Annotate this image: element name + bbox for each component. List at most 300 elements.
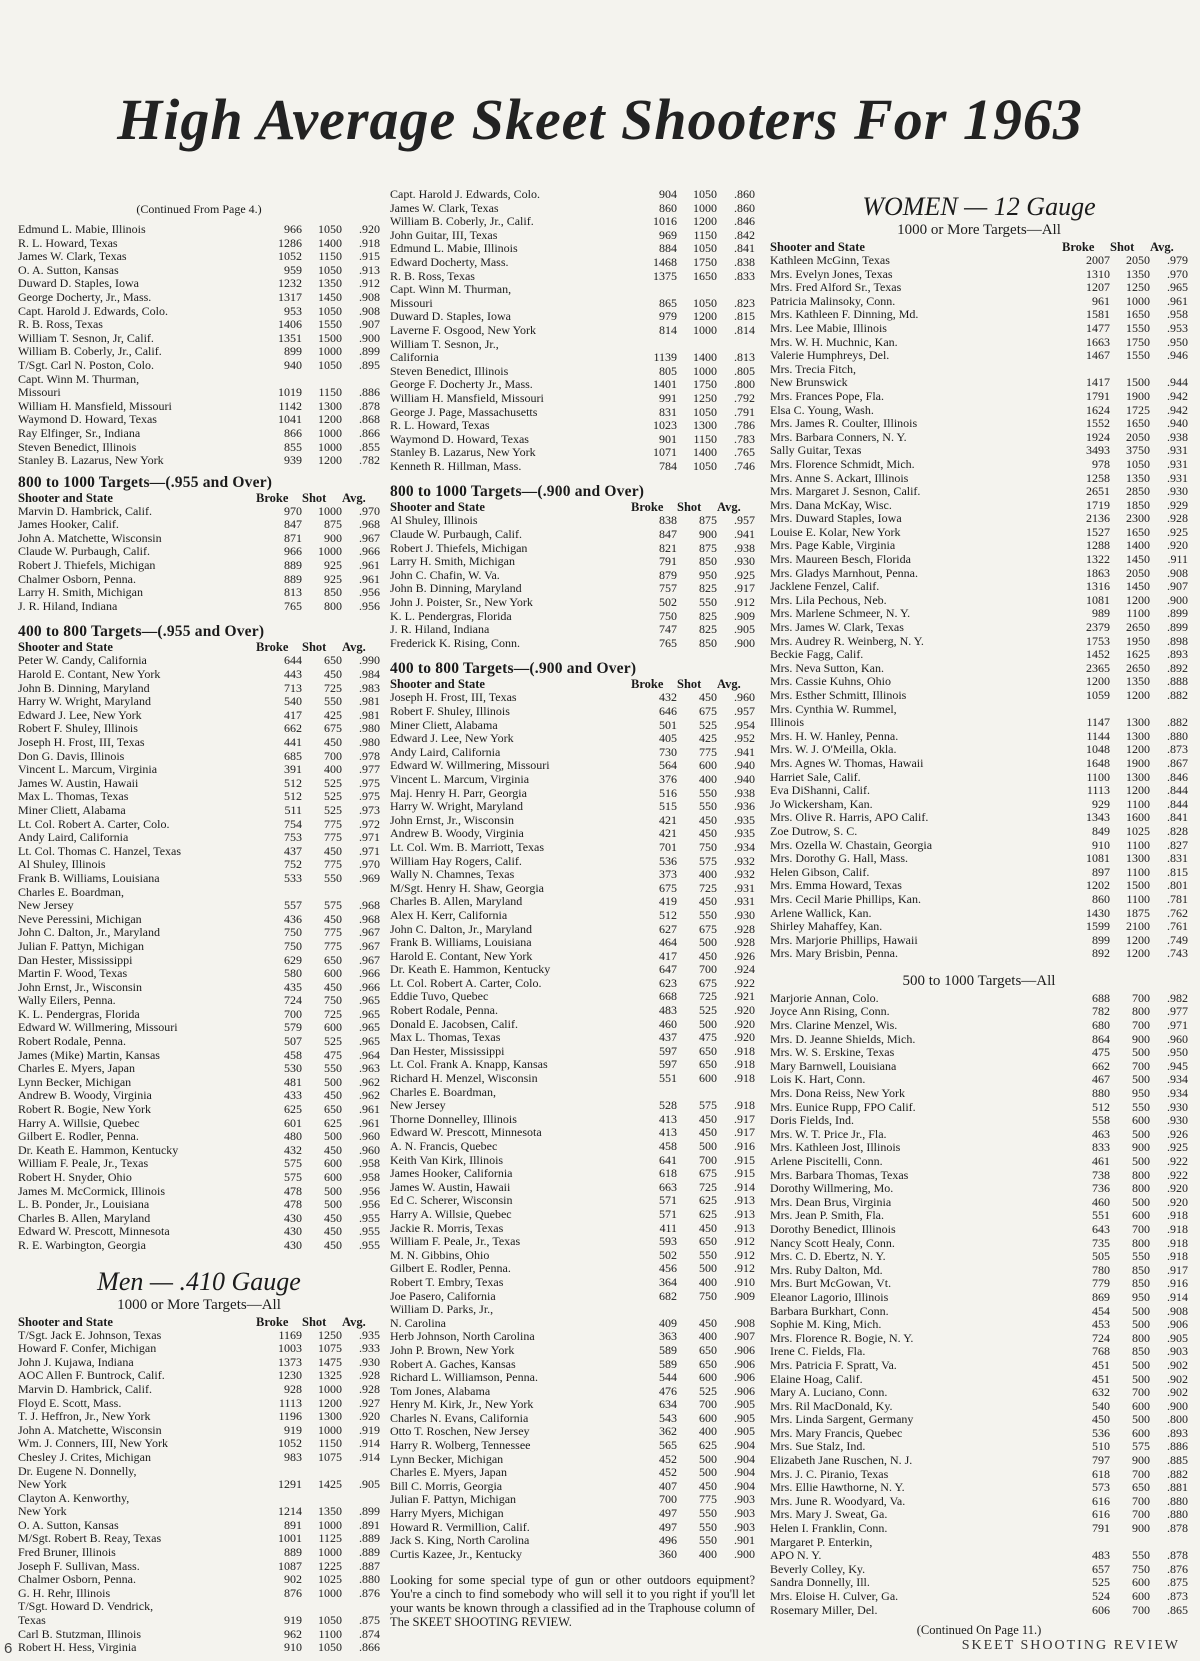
shooter-name: Mrs. Patricia F. Spratt, Va. bbox=[770, 1358, 897, 1372]
table-row bbox=[18, 831, 380, 845]
shooter-name: Capt. Harold J. Edwards, Colo. bbox=[18, 304, 168, 318]
broke-value: 983 bbox=[284, 1449, 302, 1464]
shot-value: 600 bbox=[324, 1020, 342, 1035]
shot-value: 700 bbox=[1132, 990, 1150, 1005]
shot-value: 500 bbox=[1132, 1194, 1150, 1209]
broke-value: 433 bbox=[284, 1088, 302, 1103]
table-row bbox=[18, 454, 380, 468]
avg-value: .904 bbox=[734, 1451, 755, 1466]
broke-value: 1003 bbox=[278, 1341, 302, 1356]
avg-value: .908 bbox=[1167, 565, 1188, 580]
avg-value: .941 bbox=[734, 744, 755, 759]
table-row bbox=[770, 1250, 1188, 1264]
table-row bbox=[390, 1385, 755, 1399]
table-row bbox=[390, 1453, 755, 1467]
table-row bbox=[18, 373, 380, 387]
shot-value: 500 bbox=[324, 1183, 342, 1198]
shot-value: 500 bbox=[1132, 1154, 1150, 1168]
shooter-name: Robert H. Hess, Virginia bbox=[18, 1641, 137, 1655]
shot-value: 600 bbox=[1132, 1425, 1150, 1440]
avg-value: .954 bbox=[734, 717, 755, 732]
avg-value: .902 bbox=[1167, 1357, 1188, 1372]
broke-value: 2365 bbox=[1086, 660, 1110, 675]
shooter-name: Ray Elfinger, Sr., Indiana bbox=[18, 426, 141, 440]
avg-value: .966 bbox=[359, 544, 380, 559]
broke-value: 363 bbox=[659, 1329, 677, 1344]
table-row bbox=[18, 332, 380, 346]
broke-value: 752 bbox=[284, 857, 302, 872]
shot-value: 1650 bbox=[1126, 416, 1150, 431]
avg-value: .918 bbox=[1167, 1221, 1188, 1236]
shot-value: 1150 bbox=[693, 227, 717, 242]
shot-value: 1000 bbox=[318, 344, 342, 359]
table-row bbox=[390, 351, 755, 365]
shot-value: 1000 bbox=[693, 363, 717, 378]
shot-value: 1650 bbox=[1126, 307, 1150, 322]
avg-value: .975 bbox=[359, 775, 380, 790]
shooter-name: Lynn Becker, Michigan bbox=[390, 1452, 504, 1466]
broke-value: 889 bbox=[284, 571, 302, 586]
table-row bbox=[18, 668, 380, 682]
shooter-name: Keith Van Kirk, Illinois bbox=[390, 1153, 504, 1167]
table-row bbox=[390, 827, 755, 841]
shot-value: 1600 bbox=[1126, 810, 1150, 825]
shooter-name: Dorothy Benedict, Illinois bbox=[770, 1222, 896, 1236]
avg-value: .878 bbox=[359, 398, 380, 413]
broke-value: 525 bbox=[1092, 1575, 1110, 1590]
shot-value: 1250 bbox=[693, 390, 717, 405]
broke-value: 530 bbox=[284, 1061, 302, 1076]
shooter-name: Joyce Ann Rising, Conn. bbox=[770, 1005, 890, 1019]
shot-value: 450 bbox=[324, 1088, 342, 1103]
avg-value: .746 bbox=[734, 458, 755, 473]
shot-value: 950 bbox=[699, 567, 717, 582]
section-subheading: 1000 or More Targets—All bbox=[117, 1296, 281, 1313]
shooter-name: Eleanor Lagorio, Illinois bbox=[770, 1290, 889, 1304]
shooter-name: Eva DiShanni, Calif. bbox=[770, 784, 870, 798]
broke-value: 1113 bbox=[1086, 783, 1110, 798]
broke-value: 579 bbox=[284, 1020, 302, 1035]
shot-value: 950 bbox=[1132, 1289, 1150, 1304]
broke-value: 616 bbox=[1092, 1507, 1110, 1522]
shooter-name: Edward W. Prescott, Minnesota bbox=[18, 1225, 170, 1239]
broke-value: 833 bbox=[1092, 1140, 1110, 1155]
avg-value: .935 bbox=[359, 1327, 380, 1342]
avg-value: .915 bbox=[734, 1166, 755, 1181]
broke-value: 869 bbox=[1092, 1289, 1110, 1304]
shooter-name: Chalmer Osborn, Penna. bbox=[18, 572, 136, 586]
shot-value: 1750 bbox=[693, 377, 717, 392]
shooter-name: William F. Peale, Jr., Texas bbox=[18, 1157, 149, 1171]
shooter-name: Al Shuley, Illinois bbox=[390, 514, 478, 528]
shooter-name: Larry H. Smith, Michigan bbox=[390, 555, 515, 569]
avg-value: .965 bbox=[359, 1020, 380, 1035]
avg-value bbox=[717, 1303, 755, 1317]
shooter-name: Lynn Becker, Michigan bbox=[18, 1075, 132, 1089]
shooter-name: William F. Peale, Jr., Texas bbox=[390, 1235, 521, 1249]
shot-value: 1000 bbox=[693, 322, 717, 337]
shot-value: 900 bbox=[1132, 1031, 1150, 1046]
table-row bbox=[18, 722, 380, 736]
shooter-name: Mrs. Clarine Menzel, Wis. bbox=[770, 1019, 898, 1033]
broke-value: 437 bbox=[659, 1030, 677, 1045]
table-row bbox=[770, 947, 1188, 961]
avg-value: .743 bbox=[1167, 946, 1188, 961]
broke-value: 1200 bbox=[1086, 674, 1110, 689]
shooter-name: Edward Docherty, Mass. bbox=[390, 255, 509, 269]
shooter-name: Mrs. C. D. Ebertz, N. Y. bbox=[770, 1250, 886, 1264]
table-row bbox=[18, 1212, 380, 1226]
broke-value: 373 bbox=[659, 867, 677, 882]
shot-value: 700 bbox=[1132, 1466, 1150, 1481]
shot-value: 550 bbox=[699, 1519, 717, 1534]
avg-value: .917 bbox=[734, 1111, 755, 1126]
shot-value: 500 bbox=[699, 1016, 717, 1031]
broke-value: 779 bbox=[1092, 1276, 1110, 1291]
shot-value: 625 bbox=[699, 1438, 717, 1453]
avg-value: .977 bbox=[1167, 1004, 1188, 1019]
avg-value: .906 bbox=[734, 1342, 755, 1357]
avg-value: .942 bbox=[1167, 402, 1188, 417]
table-row bbox=[18, 1008, 380, 1022]
table-row bbox=[770, 934, 1188, 948]
broke-value: 1467 bbox=[1086, 348, 1110, 363]
avg-value: .846 bbox=[734, 214, 755, 229]
table-row bbox=[390, 1167, 755, 1181]
table-row bbox=[390, 202, 755, 216]
table-row bbox=[18, 505, 380, 519]
avg-value: .815 bbox=[1167, 864, 1188, 879]
broke-value: 966 bbox=[284, 544, 302, 559]
broke-value: 536 bbox=[659, 853, 677, 868]
table-row bbox=[770, 1237, 1188, 1251]
broke-value: 884 bbox=[659, 241, 677, 256]
table-row bbox=[18, 1369, 380, 1383]
shot-value: 1300 bbox=[1126, 728, 1150, 743]
shot-value: 1050 bbox=[318, 1640, 342, 1655]
avg-value: .917 bbox=[734, 581, 755, 596]
avg-value: .912 bbox=[359, 276, 380, 291]
shot-value: 700 bbox=[1132, 1602, 1150, 1617]
shot-value: 1000 bbox=[318, 1422, 342, 1437]
broke-value: 864 bbox=[1092, 1031, 1110, 1046]
shot-value: 500 bbox=[1132, 1045, 1150, 1060]
broke-value: 1071 bbox=[653, 445, 677, 460]
table-row bbox=[18, 899, 380, 913]
broke-value: 430 bbox=[284, 1237, 302, 1252]
broke-value: 1113 bbox=[278, 1395, 302, 1410]
shot-value: 750 bbox=[1132, 1561, 1150, 1576]
shot-value: 2100 bbox=[1126, 919, 1150, 934]
broke-value: 814 bbox=[659, 322, 677, 337]
table-row bbox=[18, 305, 380, 319]
table-row bbox=[18, 736, 380, 750]
broke-value: 502 bbox=[659, 1247, 677, 1262]
shot-value: 1100 bbox=[1126, 864, 1150, 879]
avg-value: .866 bbox=[359, 1640, 380, 1655]
shooter-name: Mrs. Jean P. Smith, Fla. bbox=[770, 1209, 885, 1223]
header-shot: Shot bbox=[677, 677, 702, 692]
avg-value: .928 bbox=[359, 1381, 380, 1396]
broke-value: 663 bbox=[659, 1179, 677, 1194]
shooter-name: Mrs. Florence Schmidt, Mich. bbox=[770, 457, 915, 471]
header-broke: Broke bbox=[631, 500, 664, 515]
table-row bbox=[390, 1126, 755, 1140]
shooter-name: Otto T. Roschen, New Jersey bbox=[390, 1425, 530, 1439]
table-row bbox=[390, 990, 755, 1004]
shooter-name: Mrs. Ruby Dalton, Md. bbox=[770, 1263, 883, 1277]
broke-value: 901 bbox=[659, 431, 677, 446]
broke-value bbox=[631, 338, 677, 352]
broke-value: 1599 bbox=[1086, 919, 1110, 934]
shot-value: 650 bbox=[699, 1043, 717, 1058]
avg-value: .885 bbox=[1167, 1453, 1188, 1468]
table-row bbox=[770, 1318, 1188, 1332]
avg-value: .941 bbox=[734, 527, 755, 542]
avg-value bbox=[342, 886, 380, 900]
shot-value: 500 bbox=[1132, 1412, 1150, 1427]
shot-value: 1200 bbox=[1126, 742, 1150, 757]
avg-value: .920 bbox=[734, 1016, 755, 1031]
shooter-name: Larry H. Smith, Michigan bbox=[18, 586, 143, 600]
table-row bbox=[770, 499, 1188, 513]
table-row bbox=[18, 1519, 380, 1533]
shooter-name: Laverne F. Osgood, New York bbox=[390, 323, 537, 337]
avg-value: .880 bbox=[359, 1572, 380, 1587]
avg-value: .915 bbox=[734, 1152, 755, 1167]
avg-value: .945 bbox=[1167, 1058, 1188, 1073]
shot-value: 1350 bbox=[1126, 674, 1150, 689]
shot-value: 2850 bbox=[1126, 484, 1150, 499]
header-avg: Avg. bbox=[342, 490, 366, 505]
avg-value: .904 bbox=[734, 1465, 755, 1480]
header-avg: Avg. bbox=[717, 677, 741, 692]
broke-value: 2651 bbox=[1086, 484, 1110, 499]
broke-value: 791 bbox=[1092, 1521, 1110, 1536]
broke-value: 362 bbox=[659, 1424, 677, 1439]
avg-value: .918 bbox=[734, 1098, 755, 1113]
table-row bbox=[770, 458, 1188, 472]
broke-value bbox=[1062, 363, 1110, 377]
broke-value bbox=[256, 1465, 302, 1479]
classified-ad-note: Looking for some special type of gun or other outdoors equipment? You're a cinch to find somebody who will sell it to you right if you'll let your wants be known through a classified ad in the Traphouse column of The SKEET SHOOTING REVIEW. bbox=[390, 1573, 755, 1630]
avg-value: .875 bbox=[1167, 1575, 1188, 1590]
table-row bbox=[770, 635, 1188, 649]
shot-value: 1400 bbox=[318, 235, 342, 250]
broke-value: 2136 bbox=[1086, 511, 1110, 526]
shooter-name: Wally Eilers, Penna. bbox=[18, 994, 116, 1008]
shooter-name: Beverly Colley, Ky. bbox=[770, 1562, 866, 1576]
shooter-name: T/Sgt. Jack E. Johnson, Texas bbox=[18, 1328, 162, 1342]
shooter-name: Vincent L. Marcum, Virginia bbox=[18, 763, 158, 777]
shot-value: 450 bbox=[699, 1220, 717, 1235]
shot-value: 1075 bbox=[318, 1341, 342, 1356]
shooter-name: Arlene Wallick, Kan. bbox=[770, 906, 872, 920]
avg-value: .934 bbox=[734, 839, 755, 854]
table-row bbox=[18, 1171, 380, 1185]
broke-value: 1322 bbox=[1086, 552, 1110, 567]
shooter-name: Mrs. Cynthia W. Rummel, bbox=[770, 702, 897, 716]
table-row bbox=[770, 811, 1188, 825]
magazine-footer: SKEET SHOOTING REVIEW bbox=[961, 1638, 1180, 1653]
broke-value: 544 bbox=[659, 1370, 677, 1385]
broke-value: 1023 bbox=[653, 418, 677, 433]
avg-value: .782 bbox=[359, 453, 380, 468]
shot-value: 500 bbox=[699, 1451, 717, 1466]
avg-value: .855 bbox=[359, 439, 380, 454]
table-row bbox=[18, 223, 380, 237]
shooter-name: Max L. Thomas, Texas bbox=[18, 790, 129, 804]
broke-value bbox=[631, 283, 677, 297]
table-row bbox=[18, 1465, 380, 1479]
broke-value: 910 bbox=[1092, 837, 1110, 852]
shot-value: 900 bbox=[1132, 1521, 1150, 1536]
avg-value: .909 bbox=[734, 1288, 755, 1303]
avg-value: .893 bbox=[1167, 647, 1188, 662]
table-row bbox=[770, 784, 1188, 798]
shot-value: 550 bbox=[699, 907, 717, 922]
table-row bbox=[18, 709, 380, 723]
table-row bbox=[18, 845, 380, 859]
shooter-name: Mrs. Gladys Marnhout, Penna. bbox=[770, 566, 918, 580]
shot-value: 1300 bbox=[693, 418, 717, 433]
shooter-name: Mrs. James R. Coulter, Illinois bbox=[770, 417, 918, 431]
table-row bbox=[390, 270, 755, 284]
table-row bbox=[390, 460, 755, 474]
shot-value: 800 bbox=[1132, 1004, 1150, 1019]
shooter-name: Sophie M. King, Mich. bbox=[770, 1318, 882, 1332]
broke-value: 791 bbox=[659, 554, 677, 569]
shooter-name: L. B. Ponder, Jr., Louisiana bbox=[18, 1198, 150, 1212]
avg-value: .958 bbox=[359, 1170, 380, 1184]
table-row bbox=[390, 569, 755, 583]
shooter-name: Illinois bbox=[770, 716, 805, 730]
broke-value: 962 bbox=[284, 1626, 302, 1641]
avg-value: .935 bbox=[734, 826, 755, 841]
shooter-name: Jo Wickersham, Kan. bbox=[770, 797, 873, 811]
avg-value: .966 bbox=[359, 966, 380, 981]
shot-value: 400 bbox=[699, 1546, 717, 1561]
shot-value: 525 bbox=[699, 1003, 717, 1018]
broke-value: 1581 bbox=[1086, 307, 1110, 322]
section-title: 800 to 1000 Targets—(.900 and Over) bbox=[390, 483, 645, 501]
shooter-name: Mrs. Ellie Hawthorne, N. Y. bbox=[770, 1481, 905, 1495]
shot-value: 475 bbox=[699, 1030, 717, 1045]
table-row bbox=[18, 981, 380, 995]
table-row bbox=[390, 514, 755, 528]
shot-value: 425 bbox=[324, 707, 342, 722]
avg-value: .920 bbox=[734, 1030, 755, 1045]
table-row bbox=[770, 1128, 1188, 1142]
avg-value: .925 bbox=[734, 567, 755, 582]
broke-value: 478 bbox=[284, 1197, 302, 1212]
shooter-name: Wally N. Chamnes, Texas bbox=[390, 868, 515, 882]
shot-value: 750 bbox=[699, 839, 717, 854]
shooter-name: Mrs. Frances Pope, Fla. bbox=[770, 389, 884, 403]
table-row bbox=[770, 992, 1188, 1006]
broke-value: 543 bbox=[659, 1410, 677, 1425]
shot-value: 700 bbox=[699, 1152, 717, 1167]
shooter-name: William B. Coberly, Jr., Calif. bbox=[18, 345, 162, 359]
broke-value: 502 bbox=[659, 595, 677, 610]
table-row bbox=[18, 237, 380, 251]
avg-value: .906 bbox=[734, 1356, 755, 1371]
broke-value: 1417 bbox=[1086, 375, 1110, 390]
avg-value: .899 bbox=[1167, 606, 1188, 621]
shot-value: 3750 bbox=[1126, 443, 1150, 458]
table-row bbox=[18, 1505, 380, 1519]
broke-value: 685 bbox=[284, 748, 302, 763]
avg-value: .905 bbox=[734, 622, 755, 637]
shot-value: 675 bbox=[699, 921, 717, 936]
section-title: 400 to 800 Targets—(.955 and Over) bbox=[18, 623, 265, 641]
avg-value: .895 bbox=[359, 357, 380, 372]
table-row bbox=[18, 1397, 380, 1411]
avg-value: .878 bbox=[1167, 1521, 1188, 1536]
shot-value: 450 bbox=[699, 1125, 717, 1140]
shot-value: 625 bbox=[324, 1115, 342, 1130]
shooter-name: Charles E. Myers, Japan bbox=[18, 1062, 135, 1076]
broke-value: 515 bbox=[659, 799, 677, 814]
broke-value: 483 bbox=[1092, 1548, 1110, 1563]
table-row bbox=[390, 732, 755, 746]
broke-value bbox=[631, 1086, 677, 1100]
table-row bbox=[390, 841, 755, 855]
shooter-name: M. N. Gibbins, Ohio bbox=[390, 1248, 490, 1262]
avg-value: .918 bbox=[359, 235, 380, 250]
shot-value: 2050 bbox=[1126, 565, 1150, 580]
shooter-name: Gilbert E. Rodler, Penna. bbox=[390, 1262, 511, 1276]
shot-value: 900 bbox=[324, 530, 342, 545]
shooter-name: Mrs. Anne S. Ackart, Illinois bbox=[770, 471, 909, 485]
table-row bbox=[18, 264, 380, 278]
shooter-name: Mrs. Barbara Conners, N. Y. bbox=[770, 430, 907, 444]
shot-value: 1300 bbox=[318, 1409, 342, 1424]
shooter-name: Mrs. Ril MacDonald, Ky. bbox=[770, 1399, 893, 1413]
shooter-name: John A. Matchette, Wisconsin bbox=[18, 1423, 162, 1437]
shot-value: 800 bbox=[1132, 1181, 1150, 1196]
table-row bbox=[18, 1424, 380, 1438]
table-row bbox=[18, 345, 380, 359]
avg-value: .981 bbox=[359, 694, 380, 709]
broke-value: 730 bbox=[659, 744, 677, 759]
broke-value: 589 bbox=[659, 1356, 677, 1371]
table-row bbox=[390, 882, 755, 896]
broke-value: 478 bbox=[284, 1183, 302, 1198]
broke-value: 618 bbox=[1092, 1466, 1110, 1481]
shooter-name: Mrs. Florence R. Bogie, N. Y. bbox=[770, 1331, 914, 1345]
table-row bbox=[18, 886, 380, 900]
broke-value: 1663 bbox=[1086, 334, 1110, 349]
table-row bbox=[770, 852, 1188, 866]
table-row bbox=[18, 818, 380, 832]
table-women12-500 bbox=[770, 992, 1188, 1617]
section-title: 800 to 1000 Targets—(.955 and Over) bbox=[18, 473, 273, 491]
shooter-name: Elsa C. Young, Wash. bbox=[770, 403, 874, 417]
broke-value: 629 bbox=[284, 952, 302, 967]
shot-value: 750 bbox=[324, 993, 342, 1008]
shot-value: 1150 bbox=[693, 431, 717, 446]
shot-value: 550 bbox=[1132, 1249, 1150, 1264]
shooter-name: New Brunswick bbox=[770, 376, 848, 390]
avg-value: .905 bbox=[734, 1424, 755, 1439]
shooter-name: Valerie Humphreys, Del. bbox=[770, 349, 890, 363]
table-row bbox=[18, 750, 380, 764]
shooter-name: R. B. Ross, Texas bbox=[390, 269, 475, 283]
shot-value: 1650 bbox=[693, 268, 717, 283]
shot-value: 650 bbox=[324, 653, 342, 668]
shooter-name: Edward J. Lee, New York bbox=[390, 732, 514, 746]
